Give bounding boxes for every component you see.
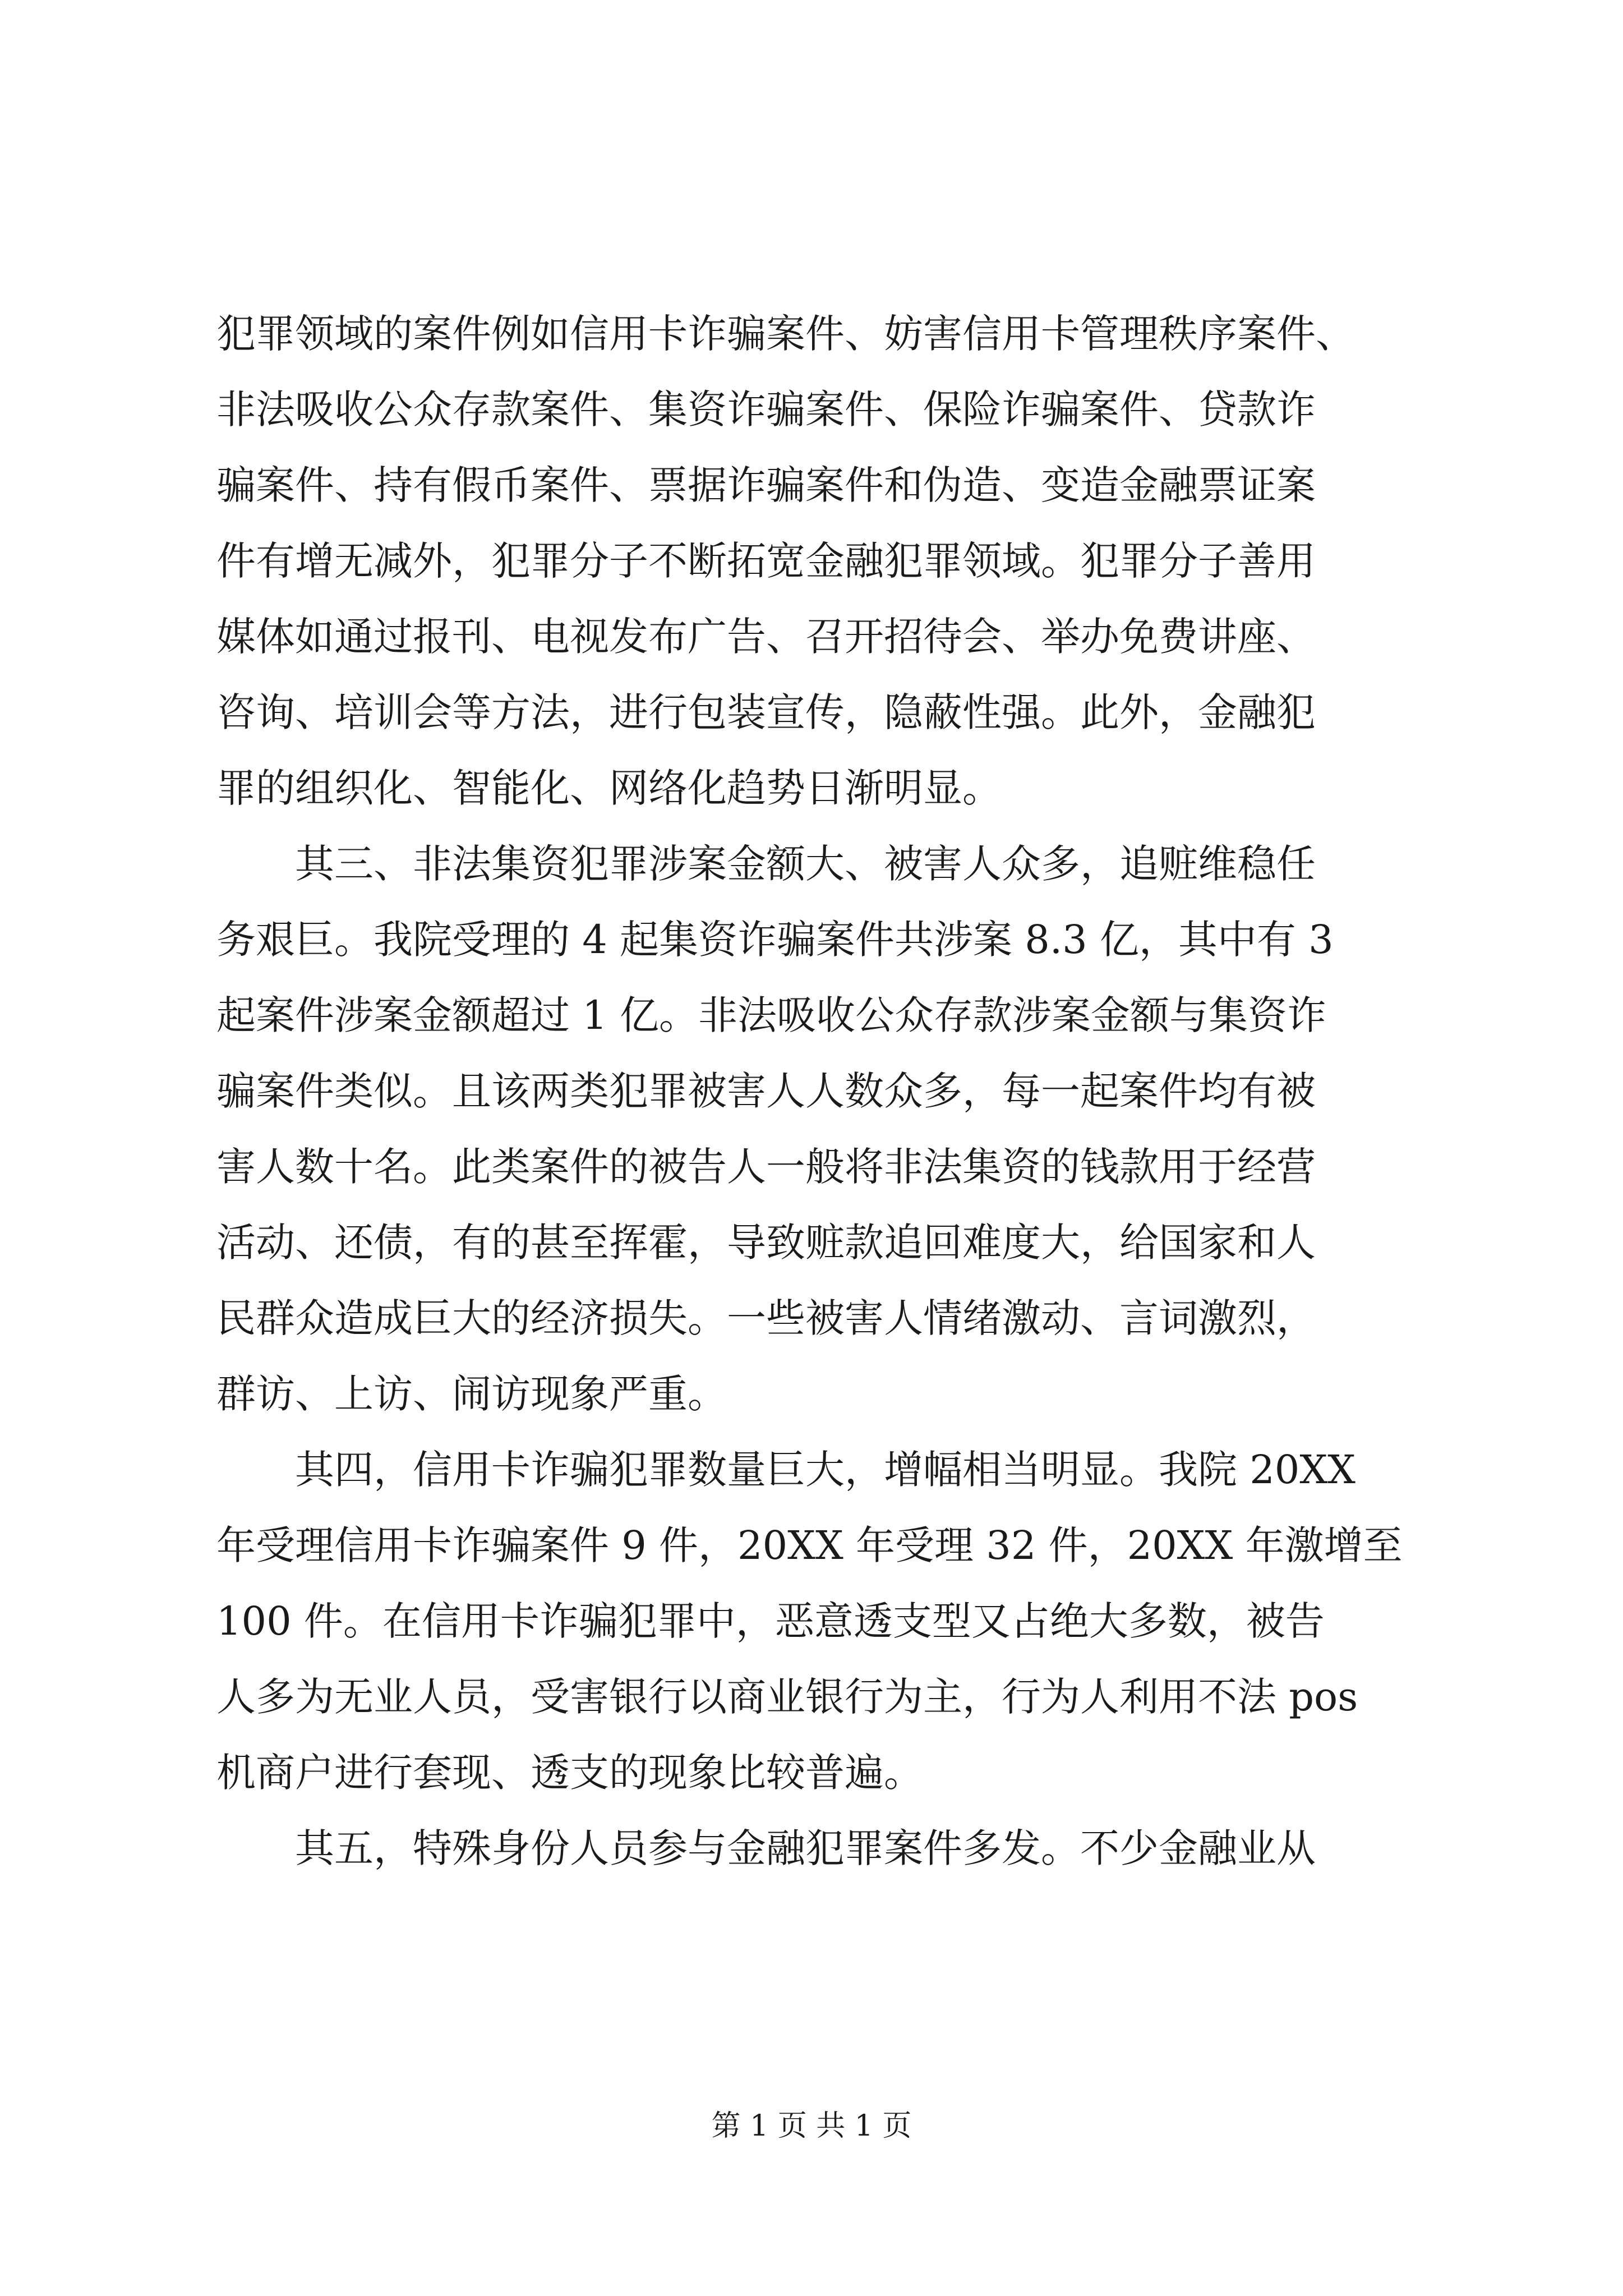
text-line: 咨询、培训会等方法，进行包装宣传，隐蔽性强。此外，金融犯: [216, 689, 1316, 735]
text-line: 骗案件、持有假币案件、票据诈骗案件和伪造、变造金融票证案: [216, 462, 1316, 508]
text-line: 民群众造成巨大的经济损失。一些被害人情绪激动、言词激烈，: [216, 1295, 1316, 1341]
text-line: 罪的组织化、智能化、网络化趋势日渐明显。: [216, 765, 1002, 811]
page-number-footer: 第 1 页 共 1 页: [711, 2109, 912, 2143]
text-line: 犯罪领域的案件例如信用卡诈骗案件、妨害信用卡管理秩序案件、: [216, 311, 1355, 357]
paragraph-start-line: 其五，特殊身份人员参与金融犯罪案件多发。不少金融业从: [295, 1825, 1316, 1871]
text-line: 群访、上访、闹访现象严重。: [216, 1371, 727, 1417]
text-line: 活动、还债，有的甚至挥霍，导致赃款追回难度大，给国家和人: [216, 1220, 1316, 1266]
paragraph-start-line: 其三、非法集资犯罪涉案金额大、被害人众多，追赃维稳任: [295, 841, 1316, 887]
text-line: 媒体如通过报刊、电视发布广告、召开招待会、举办免费讲座、: [216, 614, 1316, 660]
text-line: 起案件涉案金额超过 1 亿。非法吸收公众存款涉案金额与集资诈: [216, 992, 1327, 1038]
text-line: 人多为无业人员，受害银行以商业银行为主，行为人利用不法 pos: [216, 1674, 1358, 1720]
text-line: 非法吸收公众存款案件、集资诈骗案件、保险诈骗案件、贷款诈: [216, 386, 1316, 432]
body-text: [216, 296, 1473, 1887]
text-line: 100 件。在信用卡诈骗犯罪中，恶意透支型又占绝大多数，被告: [216, 1598, 1325, 1644]
text-line: 骗案件类似。且该两类犯罪被害人人数众多，每一起案件均有被: [216, 1068, 1316, 1114]
text-line: 害人数十名。此类案件的被告人一般将非法集资的钱款用于经营: [216, 1144, 1316, 1190]
text-line: 年受理信用卡诈骗案件 9 件，20XX 年受理 32 件，20XX 年激增至: [216, 1522, 1403, 1568]
paragraph-start-line: 其四，信用卡诈骗犯罪数量巨大，增幅相当明显。我院 20XX: [295, 1447, 1355, 1493]
text-line: 件有增无减外，犯罪分子不断拓宽金融犯罪领域。犯罪分子善用: [216, 538, 1316, 584]
text-line: 务艰巨。我院受理的 4 起集资诈骗案件共涉案 8.3 亿，其中有 3: [216, 917, 1334, 963]
text-line: 机商户进行套现、透支的现象比较普遍。: [216, 1750, 923, 1796]
